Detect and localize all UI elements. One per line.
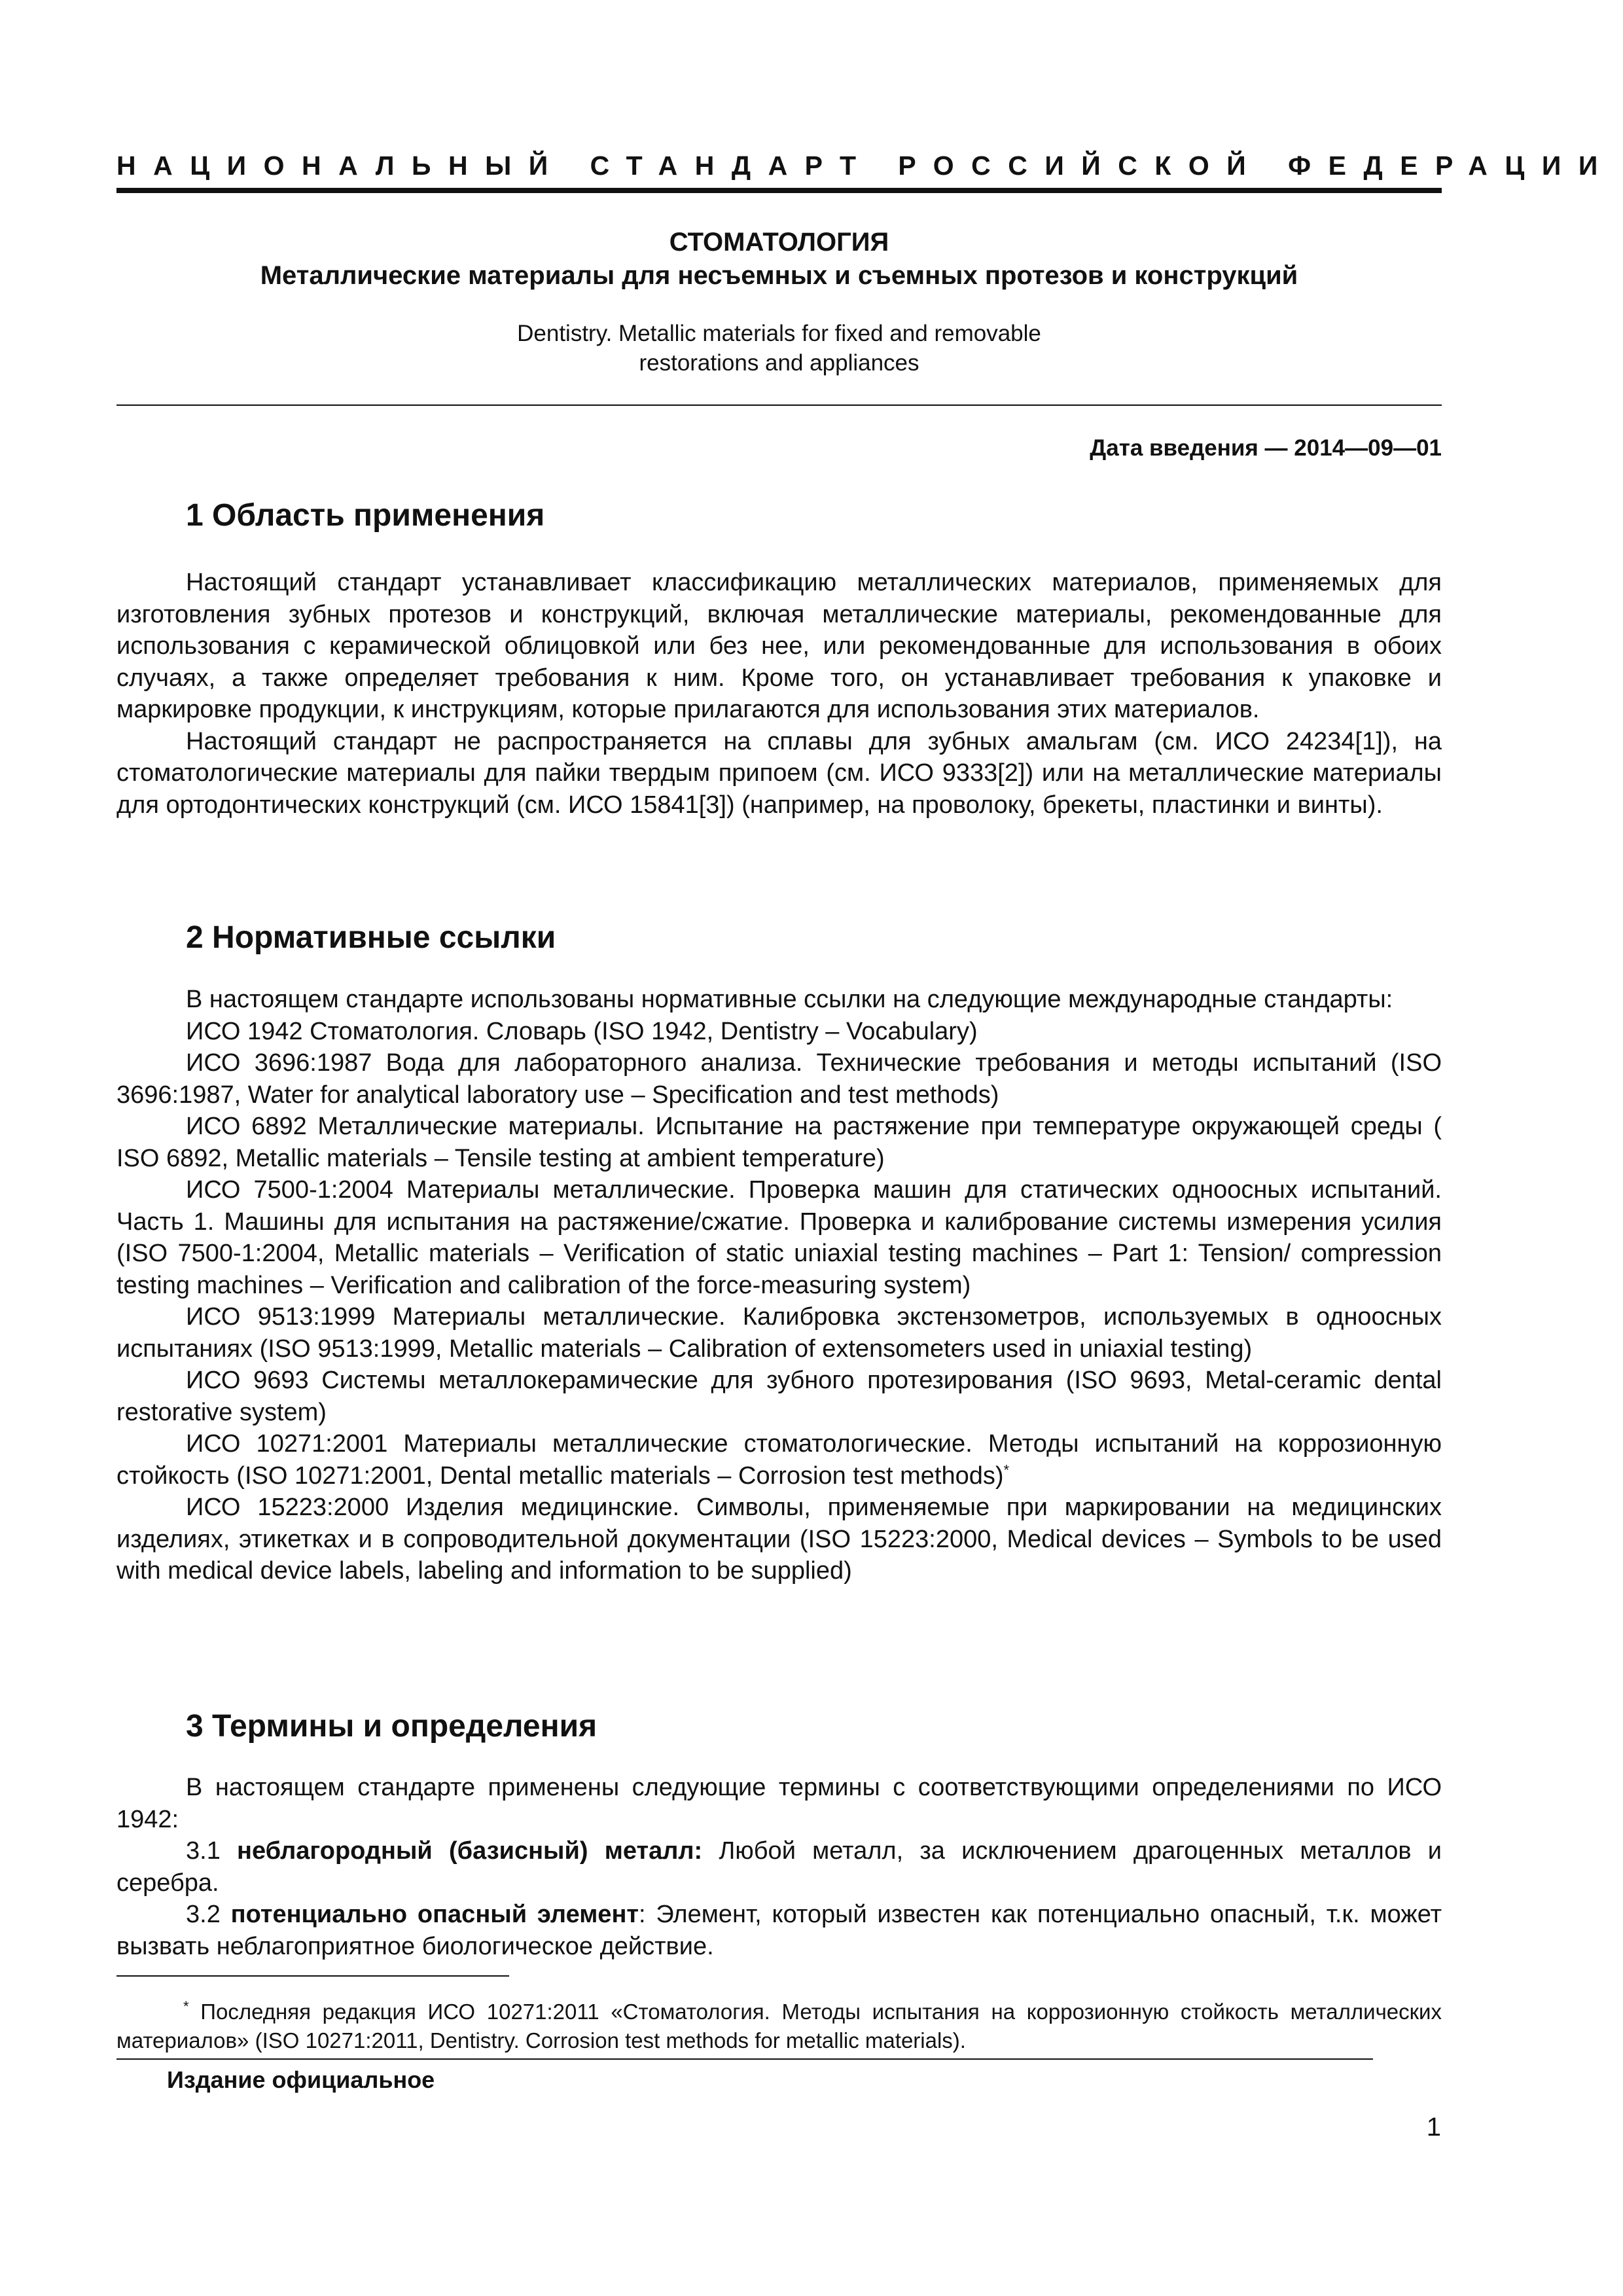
header-rule [116, 188, 1442, 193]
english-title-line-2: restorations and appliances [639, 350, 919, 376]
reference-item: ИСО 9693 Системы металлокерамические для зубного протезирования (ISO 9693, Metal-ceramic dental restorative system) [116, 1367, 1442, 1426]
section-3-heading: 3 Термины и определения [186, 1709, 597, 1744]
section-1-heading: 1 Область применения [186, 498, 545, 533]
reference-item: ИСО 15223:2000 Изделия медицинские. Символы, применяемые при маркировании на медицинских изделиях, этикетках и в сопроводительной документации (ISO 15223:2000, Medical devices – Symbols to be used with medical device labels, labeling and information to be supplied) [116, 1494, 1442, 1585]
footnote-body: Последняя редакция ИСО 10271:2011 «Стоматология. Методы испытания на коррозионную стойкость металлических материалов» (ISO 10271:2011, Dentistry. Corrosion test methods for metallic materials). [116, 2000, 1442, 2053]
paragraph: Настоящий стандарт не распространяется на сплавы для зубных амальгам (см. ИСО 24234[1]), на стоматологические материалы для пайки твердым припоем (см. ИСО 9333[2]) или на металлические материалы для ортодонтических конструкций (см. ИСО 15841[3]) (например, на проволоку, брекеты, пластинки и винты). [116, 727, 1442, 819]
reference-item: ИСО 7500-1:2004 Материалы металлические. Проверка машин для статических одноосных испытаний. Часть 1. Машины для испытания на растяжение/сжатие. Проверка и калибрование системы измерения усилия (ISO 7500-1:2004, Metallic materials – Verification of static uniaxial testing machines – Part 1: Tension/ compression testing machines – Verification and calibration of the force-measuring system) [116, 1176, 1442, 1299]
footer-rule [116, 2058, 1373, 2060]
footnote-marker: * [1003, 1461, 1010, 1478]
official-edition-label: Издание официальное [167, 2066, 435, 2093]
term-text: Любой металл, за исключением драгоценных металлов и серебра. [116, 1837, 1442, 1897]
section-3-body [116, 1772, 1442, 1962]
term-name: потенциально опасный элемент [230, 1901, 639, 1928]
reference-item [116, 1428, 1442, 1492]
term-definition [116, 1835, 1442, 1899]
reference-item: ИСО 1942 Стоматология. Словарь (ISO 1942, Dentistry – Vocabulary) [186, 1017, 978, 1045]
term-number: 3.1 [186, 1837, 221, 1865]
page-number: 1 [1426, 2113, 1441, 2142]
paragraph: В настоящем стандарте применены следующие термины с соответствующими определениями по ИСО 1942: [116, 1774, 1442, 1833]
document-english-title [116, 319, 1442, 378]
term-definition [116, 1899, 1442, 1962]
introduction-date: Дата введения — 2014—09—01 [1090, 435, 1442, 461]
reference-item: ИСО 6892 Металлические материалы. Испытание на растяжение при температуре окружающей среды ( ISO 6892, Metallic materials – Tensile testing at ambient temperature) [116, 1113, 1442, 1172]
reference-item: ИСО 3696:1987 Вода для лабораторного анализа. Технические требования и методы испытаний (ISO 3696:1987, Water for analytical laboratory use – Specification and test methods) [116, 1049, 1442, 1109]
document-title: СТОМАТОЛОГИЯ [669, 228, 889, 257]
section-2-heading: 2 Нормативные ссылки [186, 920, 556, 955]
document-title-block [116, 226, 1442, 378]
english-title-line-1: Dentistry. Metallic materials for fixed and removable [517, 321, 1041, 346]
title-rule [116, 404, 1442, 406]
reference-item: ИСО 9513:1999 Материалы металлические. Калибровка экстензометров, используемых в одноосных испытаниях (ISO 9513:1999, Metallic materials – Calibration of extensometers used in uniaxial testing) [116, 1303, 1442, 1363]
term-name: неблагородный (базисный) металл: [237, 1837, 703, 1865]
footnote-text [116, 1998, 1442, 2055]
footnote-separator [116, 1975, 509, 1977]
standard-header-title: НАЦИОНАЛЬНЫЙ СТАНДАРТ РОССИЙСКОЙ ФЕДЕРАЦИИ [116, 151, 1615, 181]
document-subtitle: Металлические материалы для несъемных и съемных протезов и конструкций [260, 261, 1298, 290]
paragraph: В настоящем стандарте использованы нормативные ссылки на следующие международные стандарты: [186, 986, 1393, 1013]
term-text: : Элемент, который известен как потенциально опасный, т.к. может вызвать неблагоприятное биологическое действие. [116, 1901, 1442, 1960]
reference-text: ИСО 10271:2001 Материалы металлические стоматологические. Методы испытаний на коррозионную стойкость (ISO 10271:2001, Dental metallic materials – Corrosion test methods) [116, 1430, 1442, 1490]
footnote-marker: * [183, 1998, 189, 2015]
section-1-body [116, 567, 1442, 821]
footnote [116, 1998, 1442, 2055]
section-2-body [116, 984, 1442, 1587]
term-number: 3.2 [186, 1901, 221, 1928]
paragraph: Настоящий стандарт устанавливает классификацию металлических материалов, применяемых для изготовления зубных протезов и конструкций, включая металлические материалы, рекомендованные для использования с керамической облицовкой или без нее, или рекомендованные для использования в обоих случаях, а также определяет требования к ним. Кроме того, он устанавливает требования к упаковке и маркировке продукции, к инструкциям, которые прилагаются для использования этих материалов. [116, 569, 1442, 723]
